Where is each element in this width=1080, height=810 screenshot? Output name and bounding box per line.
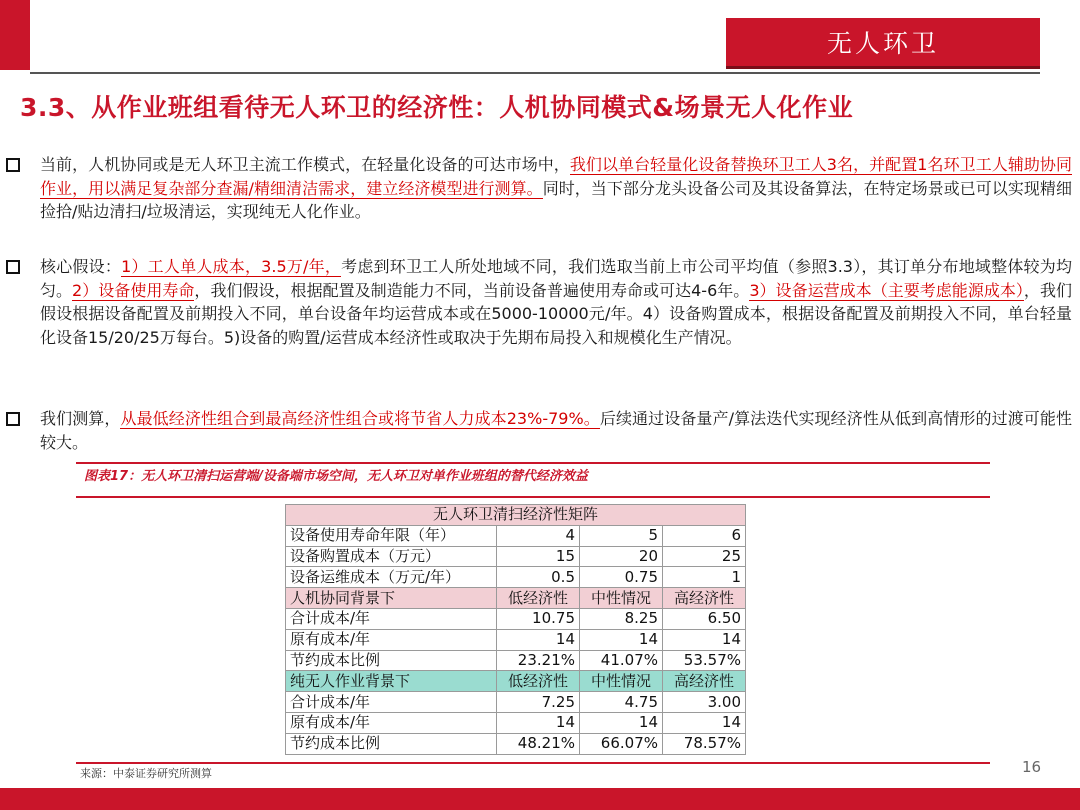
row-label-cell: 人机协同背景下 <box>286 588 497 609</box>
bullet-3-part: 后续通过设备量产/算法迭代实现经济性从低到高情形的过渡可能性较大。 <box>40 409 1072 452</box>
table-row <box>286 567 746 588</box>
value-cell: 低经济性 <box>497 671 580 692</box>
value-cell: 7.25 <box>497 692 580 713</box>
value-cell: 中性情况 <box>580 588 663 609</box>
value-cell: 高经济性 <box>663 588 746 609</box>
bullet-1-text <box>40 153 1072 224</box>
value-cell: 48.21% <box>497 733 580 754</box>
value-cell: 14 <box>497 712 580 733</box>
bullet-2-part: ，我们假设根据设备配置及前期投入不同，单台设备年均运营成本或在5000-10000元/年。4）设备购置成本，根据设备配置及前期投入不同，单台轻量化设备15/20/25万每台。5)设备的购置/运营成本经济性或取决于先期布局投入和规模化生产情况。 <box>40 280 1072 347</box>
value-cell: 1 <box>663 567 746 588</box>
bullet-1-part: 同时，当下部分龙头设备公司及其设备算法，在特定场景或已可以实现精细捡拾/贴边清扫/垃圾清运，实现纯无人化作业。 <box>40 178 1072 221</box>
bullet-3 <box>6 407 1072 454</box>
page-number: 16 <box>1022 758 1042 776</box>
value-cell: 15 <box>497 546 580 567</box>
table-row <box>286 671 746 692</box>
row-label-cell: 原有成本/年 <box>286 629 497 650</box>
row-label-cell: 设备购置成本（万元） <box>286 546 497 567</box>
row-label-cell: 设备运维成本（万元/年） <box>286 567 497 588</box>
table-row <box>286 525 746 546</box>
value-cell: 66.07% <box>580 733 663 754</box>
row-label-cell: 纯无人作业背景下 <box>286 671 497 692</box>
value-cell: 低经济性 <box>497 588 580 609</box>
value-cell: 14 <box>497 629 580 650</box>
footer-rule <box>76 762 990 764</box>
row-label-cell: 合计成本/年 <box>286 608 497 629</box>
value-cell: 0.75 <box>580 567 663 588</box>
value-cell: 4.75 <box>580 692 663 713</box>
table-row <box>286 608 746 629</box>
row-label-cell: 合计成本/年 <box>286 692 497 713</box>
bullet-2-text <box>40 255 1072 349</box>
square-bullet-icon <box>6 412 20 426</box>
bullet-2-part: 核心假设： <box>40 257 122 276</box>
value-cell: 14 <box>663 629 746 650</box>
value-cell: 78.57% <box>663 733 746 754</box>
value-cell: 25 <box>663 546 746 567</box>
value-cell: 3.00 <box>663 692 746 713</box>
bullet-2 <box>6 255 1072 349</box>
bullet-3-part: 我们测算， <box>40 409 121 428</box>
bullet-2-highlight: 3）设备运营成本（主要考虑能源成本） <box>749 280 1024 300</box>
table-row <box>286 546 746 567</box>
table-row <box>286 650 746 671</box>
value-cell: 6 <box>663 525 746 546</box>
value-cell: 4 <box>497 525 580 546</box>
value-cell: 高经济性 <box>663 671 746 692</box>
row-label-cell: 原有成本/年 <box>286 712 497 733</box>
value-cell: 5 <box>580 525 663 546</box>
row-label-cell: 节约成本比例 <box>286 733 497 754</box>
bullet-1 <box>6 153 1072 224</box>
table-row <box>286 692 746 713</box>
section-badge: 无人环卫 <box>726 18 1040 69</box>
square-bullet-icon <box>6 260 20 274</box>
economics-matrix-table <box>285 504 746 755</box>
table-title-row <box>286 505 746 526</box>
value-cell: 20 <box>580 546 663 567</box>
bullet-2-part: ，我们假设，根据配置及制造能力不同，当前设备普遍使用寿命或可达4-6年。 <box>194 280 750 300</box>
bullet-2-highlight: 1）工人单人成本，3.5万/年， <box>121 257 342 276</box>
table-row <box>286 588 746 609</box>
square-bullet-icon <box>6 158 20 172</box>
header-divider <box>30 72 1040 74</box>
value-cell: 14 <box>580 629 663 650</box>
bullet-1-part: 当前，人机协同或是无人环卫主流工作模式，在轻量化设备的可达市场中， <box>40 155 570 174</box>
table-title: 无人环卫清扫经济性矩阵 <box>286 505 746 526</box>
value-cell: 中性情况 <box>580 671 663 692</box>
value-cell: 23.21% <box>497 650 580 671</box>
caption-rule-bottom <box>76 496 990 498</box>
slide-title: 3.3、从作业班组看待无人环卫的经济性：人机协同模式&场景无人化作业 <box>20 93 854 122</box>
table-row <box>286 629 746 650</box>
bullet-1-highlight: 我们以单台轻量化设备替换环卫工人3名，并配置1名环卫工人辅助协同作业，用以满足复杂部分查漏/精细清洁需求，建立经济模型进行测算。 <box>40 155 1072 198</box>
value-cell: 14 <box>663 712 746 733</box>
caption-rule-top <box>76 462 990 464</box>
bottom-accent-bar <box>0 788 1080 810</box>
bullet-3-text <box>40 407 1072 454</box>
value-cell: 41.07% <box>580 650 663 671</box>
source-note: 来源：中泰证券研究所测算 <box>80 767 212 780</box>
bullet-2-highlight: 2）设备使用寿命 <box>72 280 195 300</box>
left-accent-bar <box>0 0 30 70</box>
bullet-3-highlight: 从最低经济性组合到最高经济性组合或将节省人力成本23%-79%。 <box>120 409 600 428</box>
table-row <box>286 712 746 733</box>
value-cell: 6.50 <box>663 608 746 629</box>
row-label-cell: 节约成本比例 <box>286 650 497 671</box>
value-cell: 10.75 <box>497 608 580 629</box>
table-row <box>286 733 746 754</box>
value-cell: 8.25 <box>580 608 663 629</box>
value-cell: 53.57% <box>663 650 746 671</box>
bullet-2-part: 考虑到环卫工人所处地域不同，我们选取当前上市公司平均值（参照3.3），其订单分布地域整体较为均匀。 <box>40 257 1072 300</box>
figure-caption: 图表17：无人环卫清扫运营端/设备端市场空间，无人环卫对单作业班组的替代经济效益 <box>84 469 588 484</box>
value-cell: 14 <box>580 712 663 733</box>
table-body <box>286 525 746 754</box>
row-label-cell: 设备使用寿命年限（年） <box>286 525 497 546</box>
value-cell: 0.5 <box>497 567 580 588</box>
